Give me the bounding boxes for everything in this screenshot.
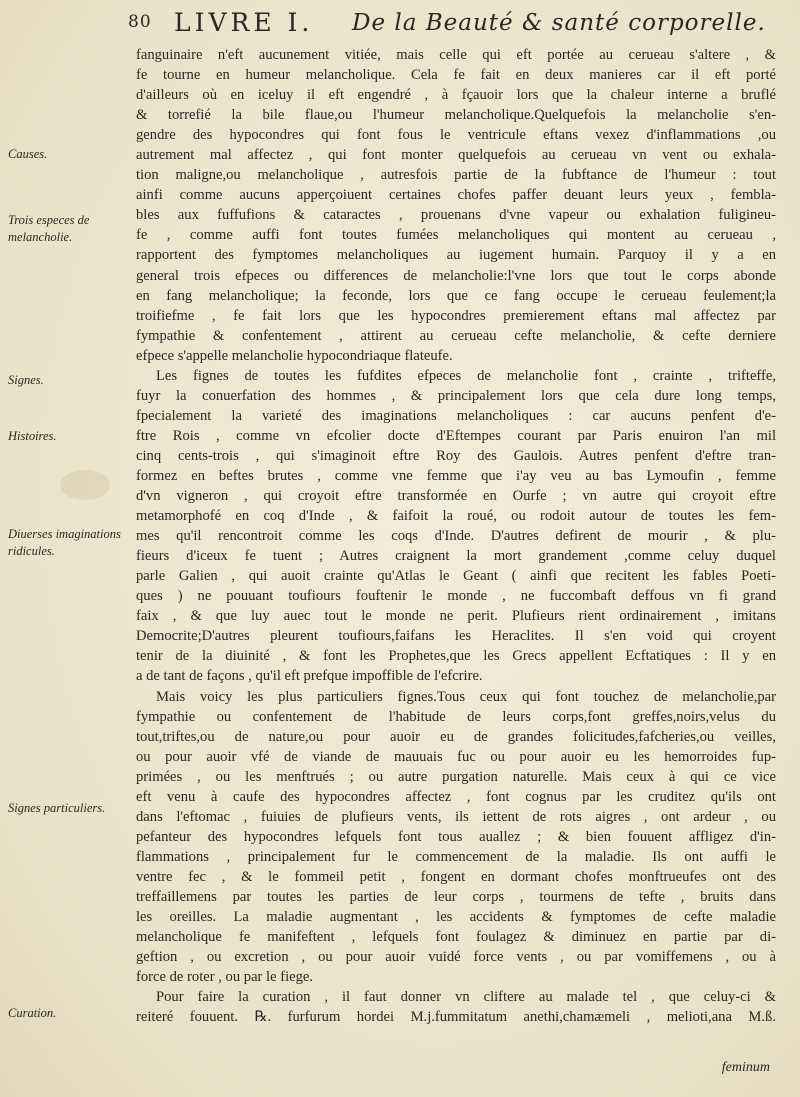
text-line: fanguinaire n'eft aucunement vitiée, mais celle qui eft portée au cerueau s'altere , &	[136, 47, 776, 63]
text-line: bles aux fuffufions & cataractes , prouenans d'vne vapeur ou exhalation fuligineu-	[136, 207, 776, 224]
text-line: fe , comme auffi font toutes fumées melancholiques qui montent au cerueau ,	[136, 227, 776, 244]
text-line: gendre des hypocondres qui font fous le ventricule eftans vexez d'inflammations ,ou	[136, 127, 776, 144]
text-line: fympathie ou confentement de l'habitude de leurs corps,font greffes,noirs,velus du	[136, 708, 776, 725]
text-line: rapportent des fymptomes melancholiques au iugement humain. Parquoy il y a en	[136, 247, 776, 264]
margin-note-curation: Curation.	[8, 1006, 57, 1020]
page-number: 80	[128, 12, 152, 32]
text-line: ques ) ne pouuant toufiours fouftenir le monde , ne fuccombaft deffous vn fi grand	[136, 588, 776, 605]
text-line: d'vn vigneron , qui croyoit eftre transformée en Ourfe ; vn autre qui croyoit eftre	[136, 488, 776, 505]
text-line: troifiefme , fe fait lors que les hypocondres premierement eftans mal affectez par	[136, 307, 776, 324]
text-line: melancholique fe manifeftent , lefquels font foulagez & diminuez en partie par di-	[136, 929, 776, 946]
text-line: tion maligne,ou melancholique , autresfois partie de la fubftance de l'humeur : tout	[136, 167, 776, 184]
paper-stain	[60, 470, 110, 500]
text-line: cinq cents-trois , qui s'imaginoit eftre Roy des Gaulois. Autres penfent d'eftre tran-	[136, 447, 776, 464]
text-line: a de tant de façons , qu'il eft prefque impoffible de l'efcrire.	[136, 668, 483, 685]
text-line: reiteré fouuent. ℞. furfurum hordei M.j.fummitatum anethi,chamæmeli , melioti,ana M.ß.	[136, 1009, 776, 1026]
text-line: primées , ou les menftrués ; ou autre purgation naturelle. Mais ceux à qui ce vice	[136, 768, 776, 785]
text-line: Pour faire la curation , il faut donner vn cliftere au malade tel , que celuy-ci &	[156, 989, 776, 1006]
text-line: faix , & que luy auec tout le monde ne perit. Plufieurs rient ordinairement , imitans	[136, 608, 776, 625]
margin-note-causes: Causes.	[8, 147, 48, 161]
text-line: Les fignes de toutes les fufdites efpeces de melancholie font , crainte , trifteffe,	[156, 367, 776, 384]
text-line: geftion , ou excretion , ou pour auoir vuidé force vents , ou par vomiffemens , ou à	[136, 949, 776, 966]
margin-note-species: Trois especes de melancholie.	[8, 213, 90, 244]
margin-note-signs: Signes.	[8, 373, 44, 387]
text-line: Democrite;D'autres pleurent toufiours,faifans les Heraclites. Il s'en void qui croyent	[136, 628, 776, 645]
book-heading: LIVRE I.	[174, 8, 314, 37]
text-line: ventre fec , & le fommeil petit , fongent en dormant chofes monftrueufes ont des	[136, 868, 776, 885]
text-line: fympathie & confentement , attirent au cerueau cefte melancholie, & cefte derniere	[136, 327, 776, 344]
text-line: force de roter , ou par le fiege.	[136, 969, 314, 986]
text-line: general trois efpeces ou differences de melancholie:l'vne lors que tout le corps abonde	[136, 267, 776, 284]
chapter-title: De la Beauté & santé corporelle.	[352, 10, 766, 36]
text-line: ainfi comme aucuns apperçoiuent certaines chofes paffer deuant leurs yeux , fembla-	[136, 187, 776, 204]
text-line: fpecialement la varieté des imaginations melancholiques : car aucuns penfent d'e-	[136, 407, 776, 424]
main-text	[136, 45, 776, 1027]
text-line: fuyr la conuerfation des hommes , & principalement lors que cela dure long temps,	[136, 387, 776, 404]
text-line: fe tourne en humeur melancholique. Cela fe fait en deux manieres car il eft porté	[136, 67, 776, 84]
text-line: fieurs d'iceux fe tuent ; Autres craignent la mort grandement ,comme celuy duquel	[136, 548, 776, 565]
text-line: tout,triftes,ou de nature,ou pour auoir eu de grandes folicitudes,fafcheries,ou veilles,	[136, 728, 776, 745]
text-line: mes qu'il rencontroit comme les coqs d'Inde. D'autres defirent de mourir , & plu-	[136, 528, 776, 545]
text-line: ftre Rois , comme vn efcolier docte d'Eftempes courant par Paris enuiron l'an mil	[136, 427, 776, 444]
text-line: metamorphofé en coq d'Inde , & faifoit la roué, ou rodoit autour de toutes les fem-	[136, 508, 776, 525]
text-line: dans l'eftomac , fuiuies de plufieurs vents, ils iettent de rots aigres , ont ardeur , ou	[136, 808, 776, 825]
text-line: d'ailleurs où en iceluy il eft engendré , à fçauoir lors que la chaleur interne a bruflé	[136, 87, 776, 104]
text-line: treffaillemens par toutes les parties de leur corps , tourmens de tefte , bruits dans	[136, 888, 776, 905]
text-line: flammations , principalement fur le commencement de la maladie. Ils ont auffi le	[136, 848, 776, 865]
text-line: ou pour auoir vfé de viande de mauuais fuc ou pour auoir eu les hemorroides fup-	[136, 748, 776, 765]
running-header	[128, 8, 768, 42]
text-line: eft venu à caufe des hypocondres affectez , font cognus par les cruditez qu'ils ont	[136, 788, 776, 805]
text-line: & torrefié la bile flaue,ou l'humeur melancholique.Quelquefois la melancholie s'en-	[136, 107, 776, 124]
text-line: parle Galien , qui auoit crainte qu'Atlas le Geant ( ainfi que recitent les fables Poeti-	[136, 568, 776, 585]
margin-note-particular-signs: Signes particuliers.	[8, 801, 106, 815]
text-line: les oreilles. La maladie augmentant , les accidents & fymptomes de cefte maladie	[136, 909, 776, 926]
text-line: formez en beftes brutes , comme vne femme que i'ay veu au bas Lymoufin , femme	[136, 467, 776, 484]
catchword: feminum	[721, 1060, 770, 1075]
text-line: Mais voicy les plus particuliers fignes.Tous ceux qui font touchez de melancholie,par	[156, 688, 776, 705]
text-line: en fang melancholique; la feconde, lors que ce fang occupe le cerueau feulement;la	[136, 287, 776, 304]
margin-note-stories: Histoires.	[8, 429, 57, 443]
margin-note-imaginations: Diuerses imaginations ridicules.	[8, 527, 121, 558]
text-line: autrement mal affectez , qui font monter quelquefois au cerueau vn vent ou exhala-	[136, 147, 776, 164]
text-line: efpece s'appelle melancholie hypocondriaque flateufe.	[136, 347, 453, 364]
text-line: tenir de la diuinité , & font les Prophetes,que les Grecs appellent Ecftatiques : Il y en	[136, 648, 776, 665]
text-line: pefanteur des hypocondres lefquels font tous auallez ; & bien fouuent affligez d'in-	[136, 828, 776, 845]
